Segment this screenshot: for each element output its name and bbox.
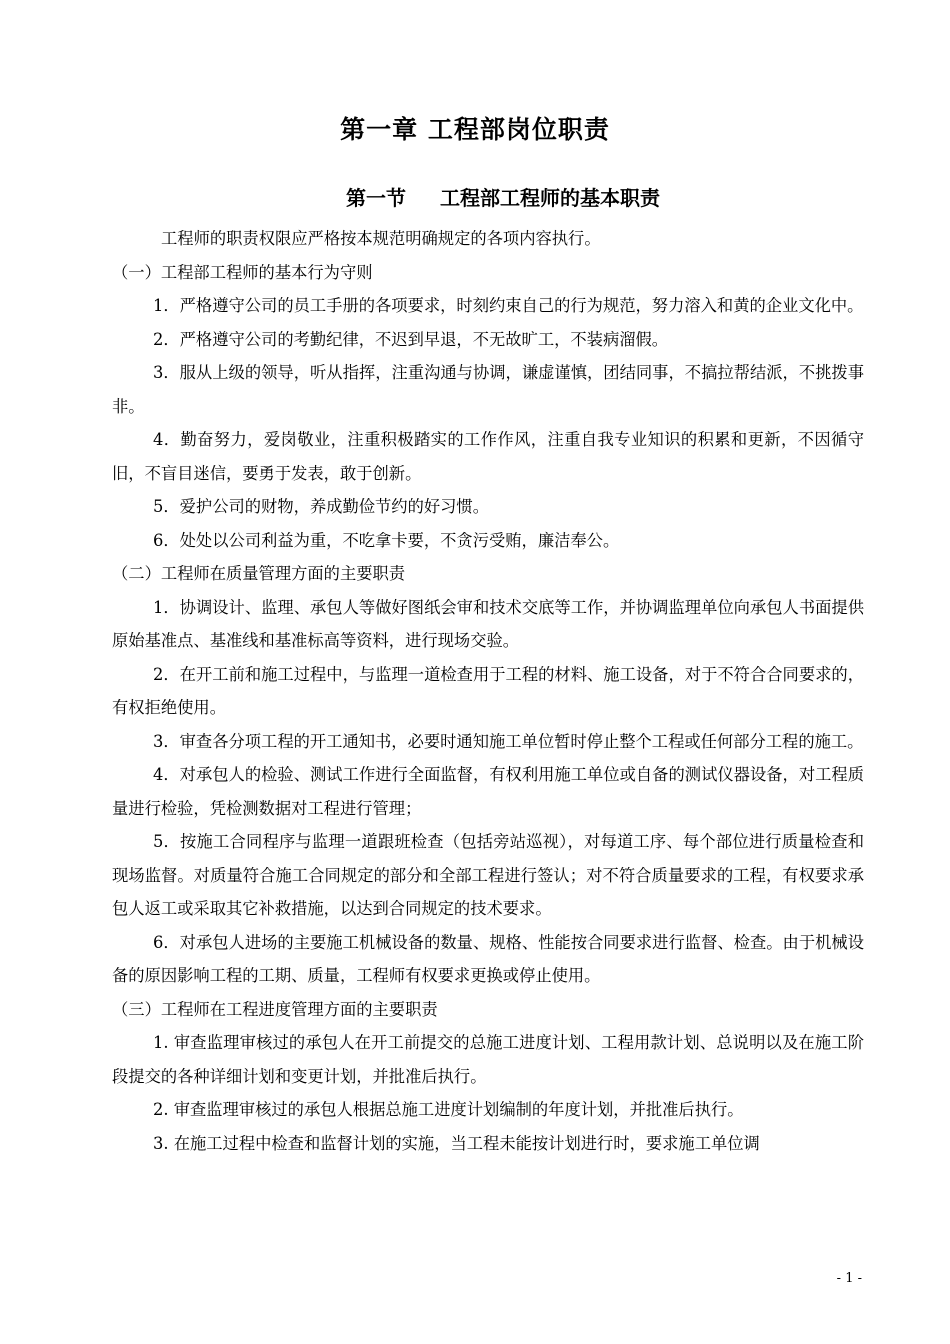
list-item: 3．审查各分项工程的开工通知书，必要时通知施工单位暂时停止整个工程或任何部分工程的施工。 xyxy=(153,731,864,751)
list-item: 6．处处以公司利益为重，不吃拿卡要，不贪污受贿，廉洁奉公。 xyxy=(153,530,620,550)
list-item: 5．按施工合同程序与监理一道跟班检查（包括旁站巡视），对每道工序、每个部位进行质量检查和现场监督。对质量符合施工合同规定的部分和全部工程进行签认；对不符合质量要求的工程，有权要求承包人返工或采取其它补救措施，以达到合同规定的技术要求。 xyxy=(112,832,864,918)
section-title xyxy=(346,182,660,211)
list-item: 4．勤奋努力，爱岗敬业，注重积极踏实的工作作风，注重自我专业知识的积累和更新，不因循守旧，不盲目迷信，要勇于发表，敢于创新。 xyxy=(112,430,864,483)
list-item: 3．服从上级的领导，听从指挥，注重沟通与协调，谦虚谨慎，团结同事，不搞拉帮结派，不挑拨事非。 xyxy=(112,363,864,416)
page-number: - 1 - xyxy=(836,1271,862,1286)
section-number: 第一节 xyxy=(346,186,406,210)
list-item: 4．对承包人的检验、测试工作进行全面监督，有权利用施工单位或自备的测试仪器设备，对工程质量进行检验，凭检测数据对工程进行管理； xyxy=(112,765,864,818)
subsection-heading: （一）工程部工程师的基本行为守则 xyxy=(112,262,373,282)
list-item: 5．爱护公司的财物，养成勤俭节约的好习惯。 xyxy=(153,497,489,516)
list-item: 1．协调设计、监理、承包人等做好图纸会审和技术交底等工作，并协调监理单位向承包人书面提供原始基准点、基准线和基准标高等资料，进行现场交验。 xyxy=(112,597,864,650)
chapter-title: 第一章 工程部岗位职责 xyxy=(340,115,610,144)
subsection-heading: （二）工程师在质量管理方面的主要职责 xyxy=(112,564,406,583)
list-item: 2. 审查监理审核过的承包人根据总施工进度计划编制的年度计划，并批准后执行。 xyxy=(153,1100,744,1119)
list-item: 1．严格遵守公司的员工手册的各项要求，时刻约束自己的行为规范，努力溶入和黄的企业文化中。 xyxy=(153,296,864,315)
list-item: 6．对承包人进场的主要施工机械设备的数量、规格、性能按合同要求进行监督、检查。由于机械设备的原因影响工程的工期、质量，工程师有权要求更换或停止使用。 xyxy=(112,932,864,985)
subsection-heading: （三）工程师在工程进度管理方面的主要职责 xyxy=(112,999,438,1019)
section-heading: 工程部工程师的基本职责 xyxy=(440,186,660,210)
list-item: 2．在开工前和施工过程中，与监理一道检查用于工程的材料、施工设备，对于不符合合同要求的，有权拒绝使用。 xyxy=(112,664,864,717)
document-body xyxy=(112,222,864,1160)
list-item: 1. 审查监理审核过的承包人在开工前提交的总施工进度计划、工程用款计划、总说明以及在施工阶段提交的各种详细计划和变更计划，并批准后执行。 xyxy=(112,1033,864,1086)
intro-paragraph: 工程师的职责权限应严格按本规范明确规定的各项内容执行。 xyxy=(161,229,601,248)
list-item: 3. 在施工过程中检查和监督计划的实施，当工程未能按计划进行时，要求施工单位调 xyxy=(153,1133,760,1153)
list-item: 2．严格遵守公司的考勤纪律，不迟到早退，不无故旷工，不装病溜假。 xyxy=(153,329,669,349)
